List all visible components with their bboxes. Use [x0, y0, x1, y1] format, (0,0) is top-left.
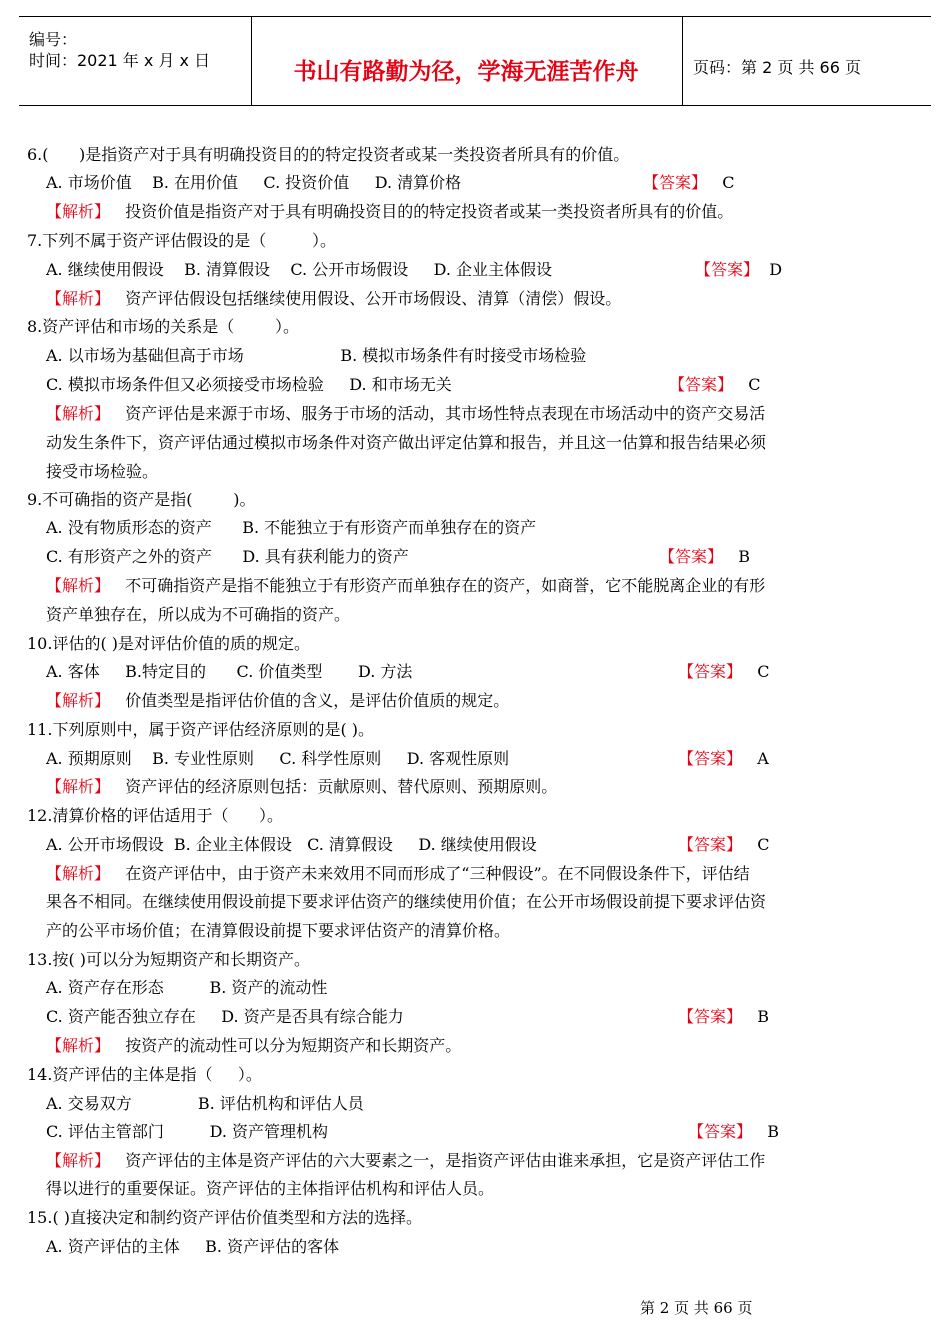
- answer-line: [669, 375, 761, 395]
- explain-line: [46, 576, 765, 596]
- answer-tag: 【答案】: [669, 375, 734, 394]
- question-stem: 12.清算价格的评估适用于（ ）。: [27, 806, 283, 825]
- explain-text: 在资产评估中，由于资产未来效用不同而形成了“三种假设”。在不同假设条件下，评估结: [125, 864, 750, 883]
- explain-text: 接受市场检验。: [46, 462, 159, 481]
- page-header: [19, 16, 931, 106]
- header-divider: [682, 17, 683, 105]
- explain-tag: 【解析】: [46, 289, 111, 308]
- options-line: C. 资产能否独立存在 D. 资产是否具有综合能力: [46, 1007, 404, 1026]
- page-footer: 第 2 页 共 66 页: [640, 1299, 753, 1317]
- options-line: A. 资产存在形态 B. 资产的流动性: [46, 978, 328, 997]
- explain-line: [46, 691, 509, 711]
- explain-line: [46, 202, 733, 222]
- answer-tag: 【答案】: [643, 173, 708, 192]
- explain-text: 资产评估的经济原则包括：贡献原则、替代原则、预期原则。: [125, 777, 558, 796]
- answer-tag: 【答案】: [688, 1122, 753, 1141]
- answer-value: D: [769, 260, 783, 279]
- question-stem: 11.下列原则中，属于资产评估经济原则的是( )。: [27, 720, 375, 739]
- options-line: A. 交易双方 B. 评估机构和评估人员: [46, 1094, 364, 1113]
- time-label: 时间：2021 年 x 月 x 日: [29, 51, 211, 70]
- explain-tag: 【解析】: [46, 777, 111, 796]
- question-stem: 7.下列不属于资产评估假设的是（ ）。: [27, 231, 337, 250]
- answer-line: [678, 662, 770, 682]
- options-line: C. 有形资产之外的资产 D. 具有获利能力的资产: [46, 547, 409, 566]
- options-line: A. 预期原则 B. 专业性原则 C. 科学性原则 D. 客观性原则: [46, 749, 510, 768]
- question-stem: 9.不可确指的资产是指( )。: [27, 490, 256, 509]
- explain-line: [46, 289, 621, 309]
- question-stem: 6.( )是指资产对于具有明确投资目的的特定投资者或某一类投资者所具有的价值。: [27, 145, 630, 164]
- header-meta: [29, 29, 210, 71]
- options-line: C. 模拟市场条件但又必须接受市场检验 D. 和市场无关: [46, 375, 452, 394]
- answer-line: [688, 1122, 779, 1142]
- answer-tag: 【答案】: [678, 1007, 743, 1026]
- answer-value: A: [757, 749, 769, 768]
- explain-text: 资产评估的主体是资产评估的六大要素之一，是指资产评估由谁来承担，它是资产评估工作: [125, 1151, 766, 1170]
- question-stem: 13.按( )可以分为短期资产和长期资产。: [27, 950, 311, 969]
- options-line: A. 没有物质形态的资产 B. 不能独立于有形资产而单独存在的资产: [46, 518, 537, 537]
- answer-tag: 【答案】: [678, 662, 743, 681]
- explain-line: [46, 404, 765, 424]
- explain-tag: 【解析】: [46, 202, 111, 221]
- answer-tag: 【答案】: [659, 547, 724, 566]
- answer-line: [695, 260, 782, 280]
- answer-value: C: [757, 662, 770, 681]
- explain-tag: 【解析】: [46, 1036, 111, 1055]
- explain-text: 资产单独存在，所以成为不可确指的资产。: [46, 605, 351, 624]
- explain-text: 按资产的流动性可以分为短期资产和长期资产。: [125, 1036, 462, 1055]
- answer-value: B: [738, 547, 751, 566]
- answer-value: B: [767, 1122, 780, 1141]
- answer-tag: 【答案】: [695, 260, 760, 279]
- explain-text: 产的公平市场价值；在清算假设前提下要求评估资产的清算价格。: [46, 921, 511, 940]
- explain-text: 价值类型是指评估价值的含义，是评估价值质的规定。: [125, 691, 510, 710]
- question-stem: 10.评估的( )是对评估价值的质的规定。: [27, 634, 311, 653]
- explain-tag: 【解析】: [46, 404, 111, 423]
- explain-text: 得以进行的重要保证。资产评估的主体指评估机构和评估人员。: [46, 1179, 495, 1198]
- answer-line: [643, 173, 735, 193]
- explain-text: 资产评估是来源于市场、服务于市场的活动，其市场性特点表现在市场活动中的资产交易活: [125, 404, 766, 423]
- options-line: A. 继续使用假设 B. 清算假设 C. 公开市场假设 D. 企业主体假设: [46, 260, 553, 279]
- explain-text: 不可确指资产是指不能独立于有形资产而单独存在的资产，如商誉，它不能脱离企业的有形: [125, 576, 766, 595]
- answer-line: [678, 749, 769, 769]
- options-line: A. 以市场为基础但高于市场 B. 模拟市场条件有时接受市场检验: [46, 346, 587, 365]
- page-number-label: 页码：第 2 页 共 66 页: [693, 58, 861, 77]
- answer-line: [678, 835, 770, 855]
- explain-text: 投资价值是指资产对于具有明确投资目的的特定投资者或某一类投资者所具有的价值。: [125, 202, 734, 221]
- explain-line: [46, 777, 557, 797]
- explain-tag: 【解析】: [46, 1151, 111, 1170]
- options-line: C. 评估主管部门 D. 资产管理机构: [46, 1122, 329, 1141]
- options-line: A. 资产评估的主体 B. 资产评估的客体: [46, 1237, 340, 1256]
- options-line: A. 客体 B.特定目的 C. 价值类型 D. 方法: [46, 662, 413, 681]
- options-line: A. 公开市场假设 B. 企业主体假设 C. 清算假设 D. 继续使用假设: [46, 835, 537, 854]
- answer-value: C: [722, 173, 735, 192]
- answer-tag: 【答案】: [678, 835, 743, 854]
- answer-tag: 【答案】: [678, 749, 743, 768]
- answer-line: [659, 547, 750, 567]
- explain-line: [46, 1036, 461, 1056]
- header-motto: 书山有路勤为径，学海无涯苦作舟: [293, 59, 639, 85]
- options-line: A. 市场价值 B. 在用价值 C. 投资价值 D. 清算价格: [46, 173, 462, 192]
- code-label: 编号：: [29, 30, 78, 49]
- answer-value: C: [748, 375, 761, 394]
- explain-text: 资产评估假设包括继续使用假设、公开市场假设、清算（清偿）假设。: [125, 289, 622, 308]
- explain-text: 果各不相同。在继续使用假设前提下要求评估资产的继续使用价值；在公开市场假设前提下要求评估资: [46, 892, 767, 911]
- question-stem: 14.资产评估的主体是指（ ）。: [27, 1065, 262, 1084]
- answer-line: [678, 1007, 769, 1027]
- explain-tag: 【解析】: [46, 864, 111, 883]
- explain-line: [46, 864, 750, 884]
- explain-line: [46, 1151, 765, 1171]
- answer-value: B: [757, 1007, 770, 1026]
- explain-tag: 【解析】: [46, 576, 111, 595]
- question-stem: 8.资产评估和市场的关系是（ ）。: [27, 317, 299, 336]
- question-stem: 15.( )直接决定和制约资产评估价值类型和方法的选择。: [27, 1208, 423, 1227]
- explain-tag: 【解析】: [46, 691, 111, 710]
- answer-value: C: [757, 835, 770, 854]
- explain-text: 动发生条件下，资产评估通过模拟市场条件对资产做出评定估算和报告，并且这一估算和报告结果必须: [46, 433, 767, 452]
